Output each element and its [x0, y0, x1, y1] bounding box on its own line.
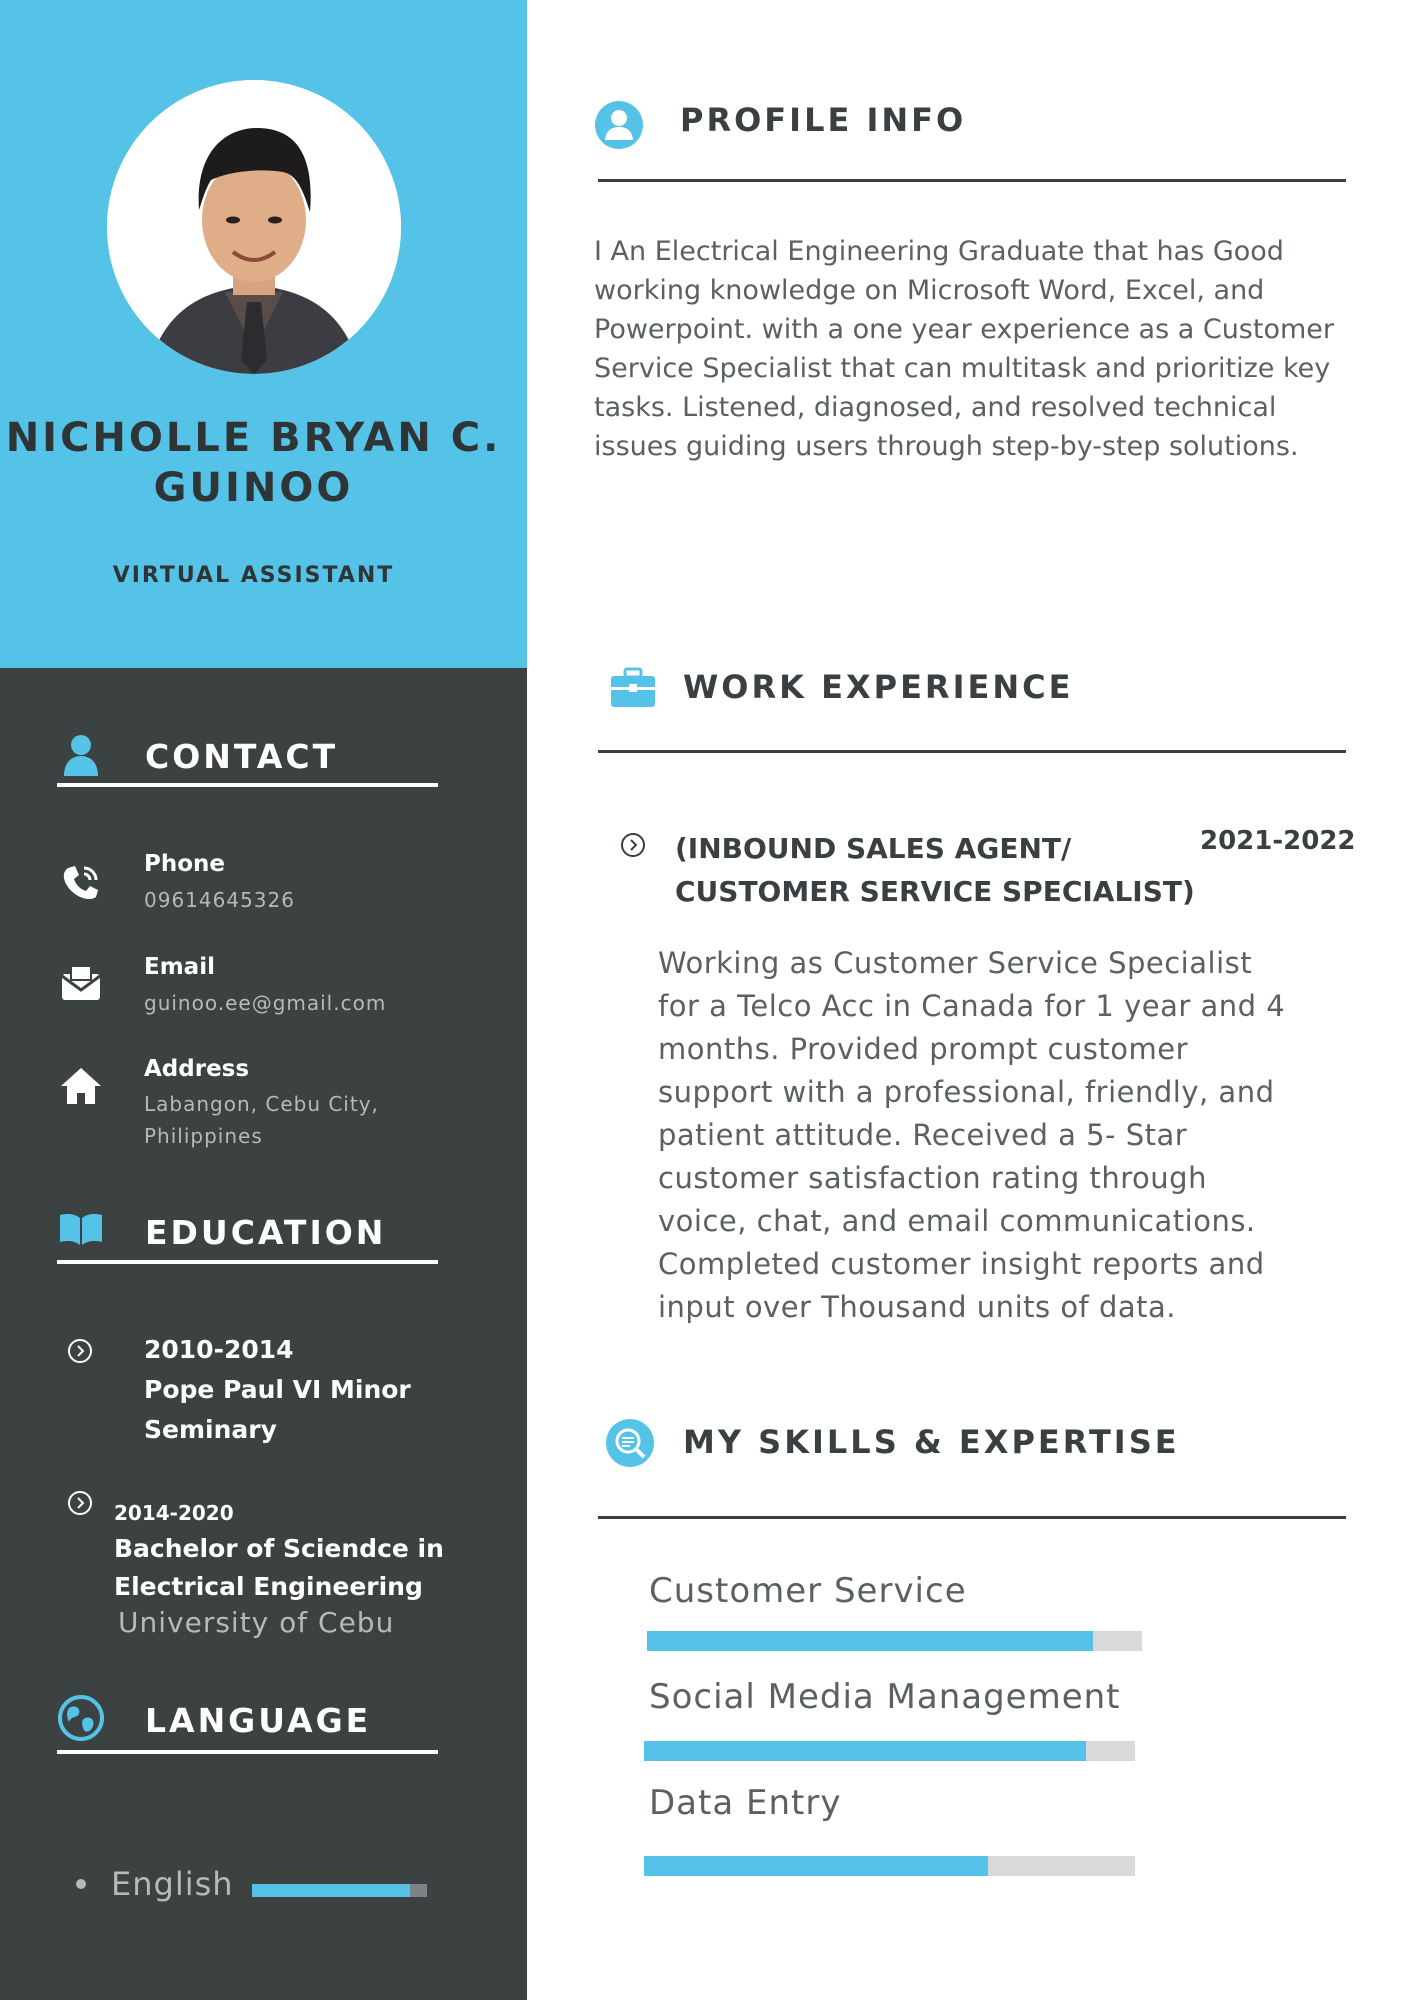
chevron-circle-icon	[67, 1338, 93, 1364]
job-role: VIRTUAL ASSISTANT	[112, 563, 395, 588]
education-line1: Pope Paul VI Minor	[144, 1375, 411, 1404]
education-years: 2010-2014	[144, 1335, 294, 1364]
skills-icon	[604, 1417, 656, 1469]
skill-bar-track	[644, 1741, 1135, 1761]
job-line: patient attitude. Received a 5- Star	[658, 1118, 1188, 1152]
education-title: EDUCATION	[145, 1213, 387, 1252]
skill-name: Social Media Management	[649, 1677, 1121, 1717]
address-label: Address	[144, 1056, 250, 1082]
book-icon	[58, 1211, 104, 1247]
education-line2: Seminary	[144, 1415, 277, 1444]
language-title: LANGUAGE	[145, 1701, 372, 1740]
email-label: Email	[144, 954, 215, 980]
education-degree-line1: Bachelor of Sciendce in	[114, 1534, 444, 1563]
job-years: 2021-2022	[1200, 826, 1356, 856]
person-name-line1: NICHOLLE BRYAN C.	[5, 415, 502, 461]
address-line2: Philippines	[144, 1124, 263, 1148]
job-line: months. Provided prompt customer	[658, 1032, 1189, 1066]
address-line1: Labangon, Cebu City,	[144, 1092, 379, 1116]
envelope-icon	[60, 964, 102, 1002]
job-title-line1: (INBOUND SALES AGENT/	[675, 832, 1072, 865]
user-icon	[62, 734, 100, 776]
address-value	[144, 1088, 379, 1152]
profile-line: Service Specialist that can multitask and prioritize key	[594, 353, 1331, 384]
work-divider	[598, 750, 1346, 753]
skills-title: MY SKILLS & EXPERTISE	[683, 1423, 1180, 1461]
phone-value[interactable]: 09614645326	[144, 888, 295, 912]
skill-bar-track	[647, 1631, 1142, 1651]
job-line: voice, chat, and email communications.	[658, 1204, 1256, 1238]
bullet	[76, 1879, 86, 1889]
home-icon	[60, 1066, 102, 1106]
chevron-circle-icon	[620, 832, 646, 858]
profile-line: issues guiding users through step-by-step solutions.	[594, 431, 1299, 462]
profile-icon	[594, 100, 644, 150]
job-title	[675, 827, 1195, 913]
work-title: WORK EXPERIENCE	[683, 668, 1074, 706]
skill-name: Data Entry	[649, 1783, 842, 1823]
skill-name: Customer Service	[649, 1571, 967, 1611]
profile-title: PROFILE INFO	[680, 101, 967, 139]
skills-divider	[598, 1516, 1346, 1519]
profile-line: tasks. Listened, diagnosed, and resolved technical	[594, 392, 1277, 423]
education-school: University of Cebu	[118, 1606, 395, 1639]
job-line: support with a professional, friendly, and	[658, 1075, 1275, 1109]
skill-bar-fill	[644, 1741, 1086, 1761]
profile-summary	[594, 232, 1334, 466]
language-level-track	[252, 1884, 427, 1897]
phone-icon	[60, 862, 102, 904]
globe-icon	[57, 1694, 105, 1742]
phone-label: Phone	[144, 851, 226, 877]
language-level-fill	[252, 1884, 410, 1897]
person-name-line2: GUINOO	[153, 465, 354, 511]
skill-bar-track	[644, 1856, 1135, 1876]
chevron-circle-icon	[67, 1490, 93, 1516]
briefcase-icon	[609, 667, 657, 709]
job-line: Completed customer insight reports and	[658, 1247, 1265, 1281]
job-line: Working as Customer Service Specialist	[658, 946, 1253, 980]
education-entry-1	[144, 1330, 411, 1450]
profile-line: working knowledge on Microsoft Word, Excel, and	[594, 275, 1265, 306]
contact-divider	[57, 783, 438, 787]
job-line: input over Thousand units of data.	[658, 1290, 1177, 1324]
education-years-2: 2014-2020	[114, 1501, 234, 1525]
skill-bar-fill	[647, 1631, 1093, 1651]
email-value[interactable]: guinoo.ee@gmail.com	[144, 991, 387, 1015]
education-divider	[57, 1260, 438, 1264]
profile-divider	[598, 179, 1346, 182]
education-entry-2	[114, 1530, 444, 1606]
profile-photo	[107, 80, 401, 374]
job-line: customer satisfaction rating through	[658, 1161, 1207, 1195]
person-name	[0, 413, 507, 513]
job-description	[658, 942, 1285, 1329]
profile-line: Powerpoint. with a one year experience as a Customer	[594, 314, 1334, 345]
job-line: for a Telco Acc in Canada for 1 year and 4	[658, 989, 1286, 1023]
profile-line: I An Electrical Engineering Graduate that has Good	[594, 236, 1284, 267]
job-title-line2: CUSTOMER SERVICE SPECIALIST)	[675, 875, 1195, 908]
contact-title: CONTACT	[145, 737, 339, 776]
language-name: English	[111, 1865, 234, 1903]
skill-bar-fill	[644, 1856, 988, 1876]
language-divider	[57, 1750, 438, 1754]
education-degree-line2: Electrical Engineering	[114, 1572, 423, 1601]
